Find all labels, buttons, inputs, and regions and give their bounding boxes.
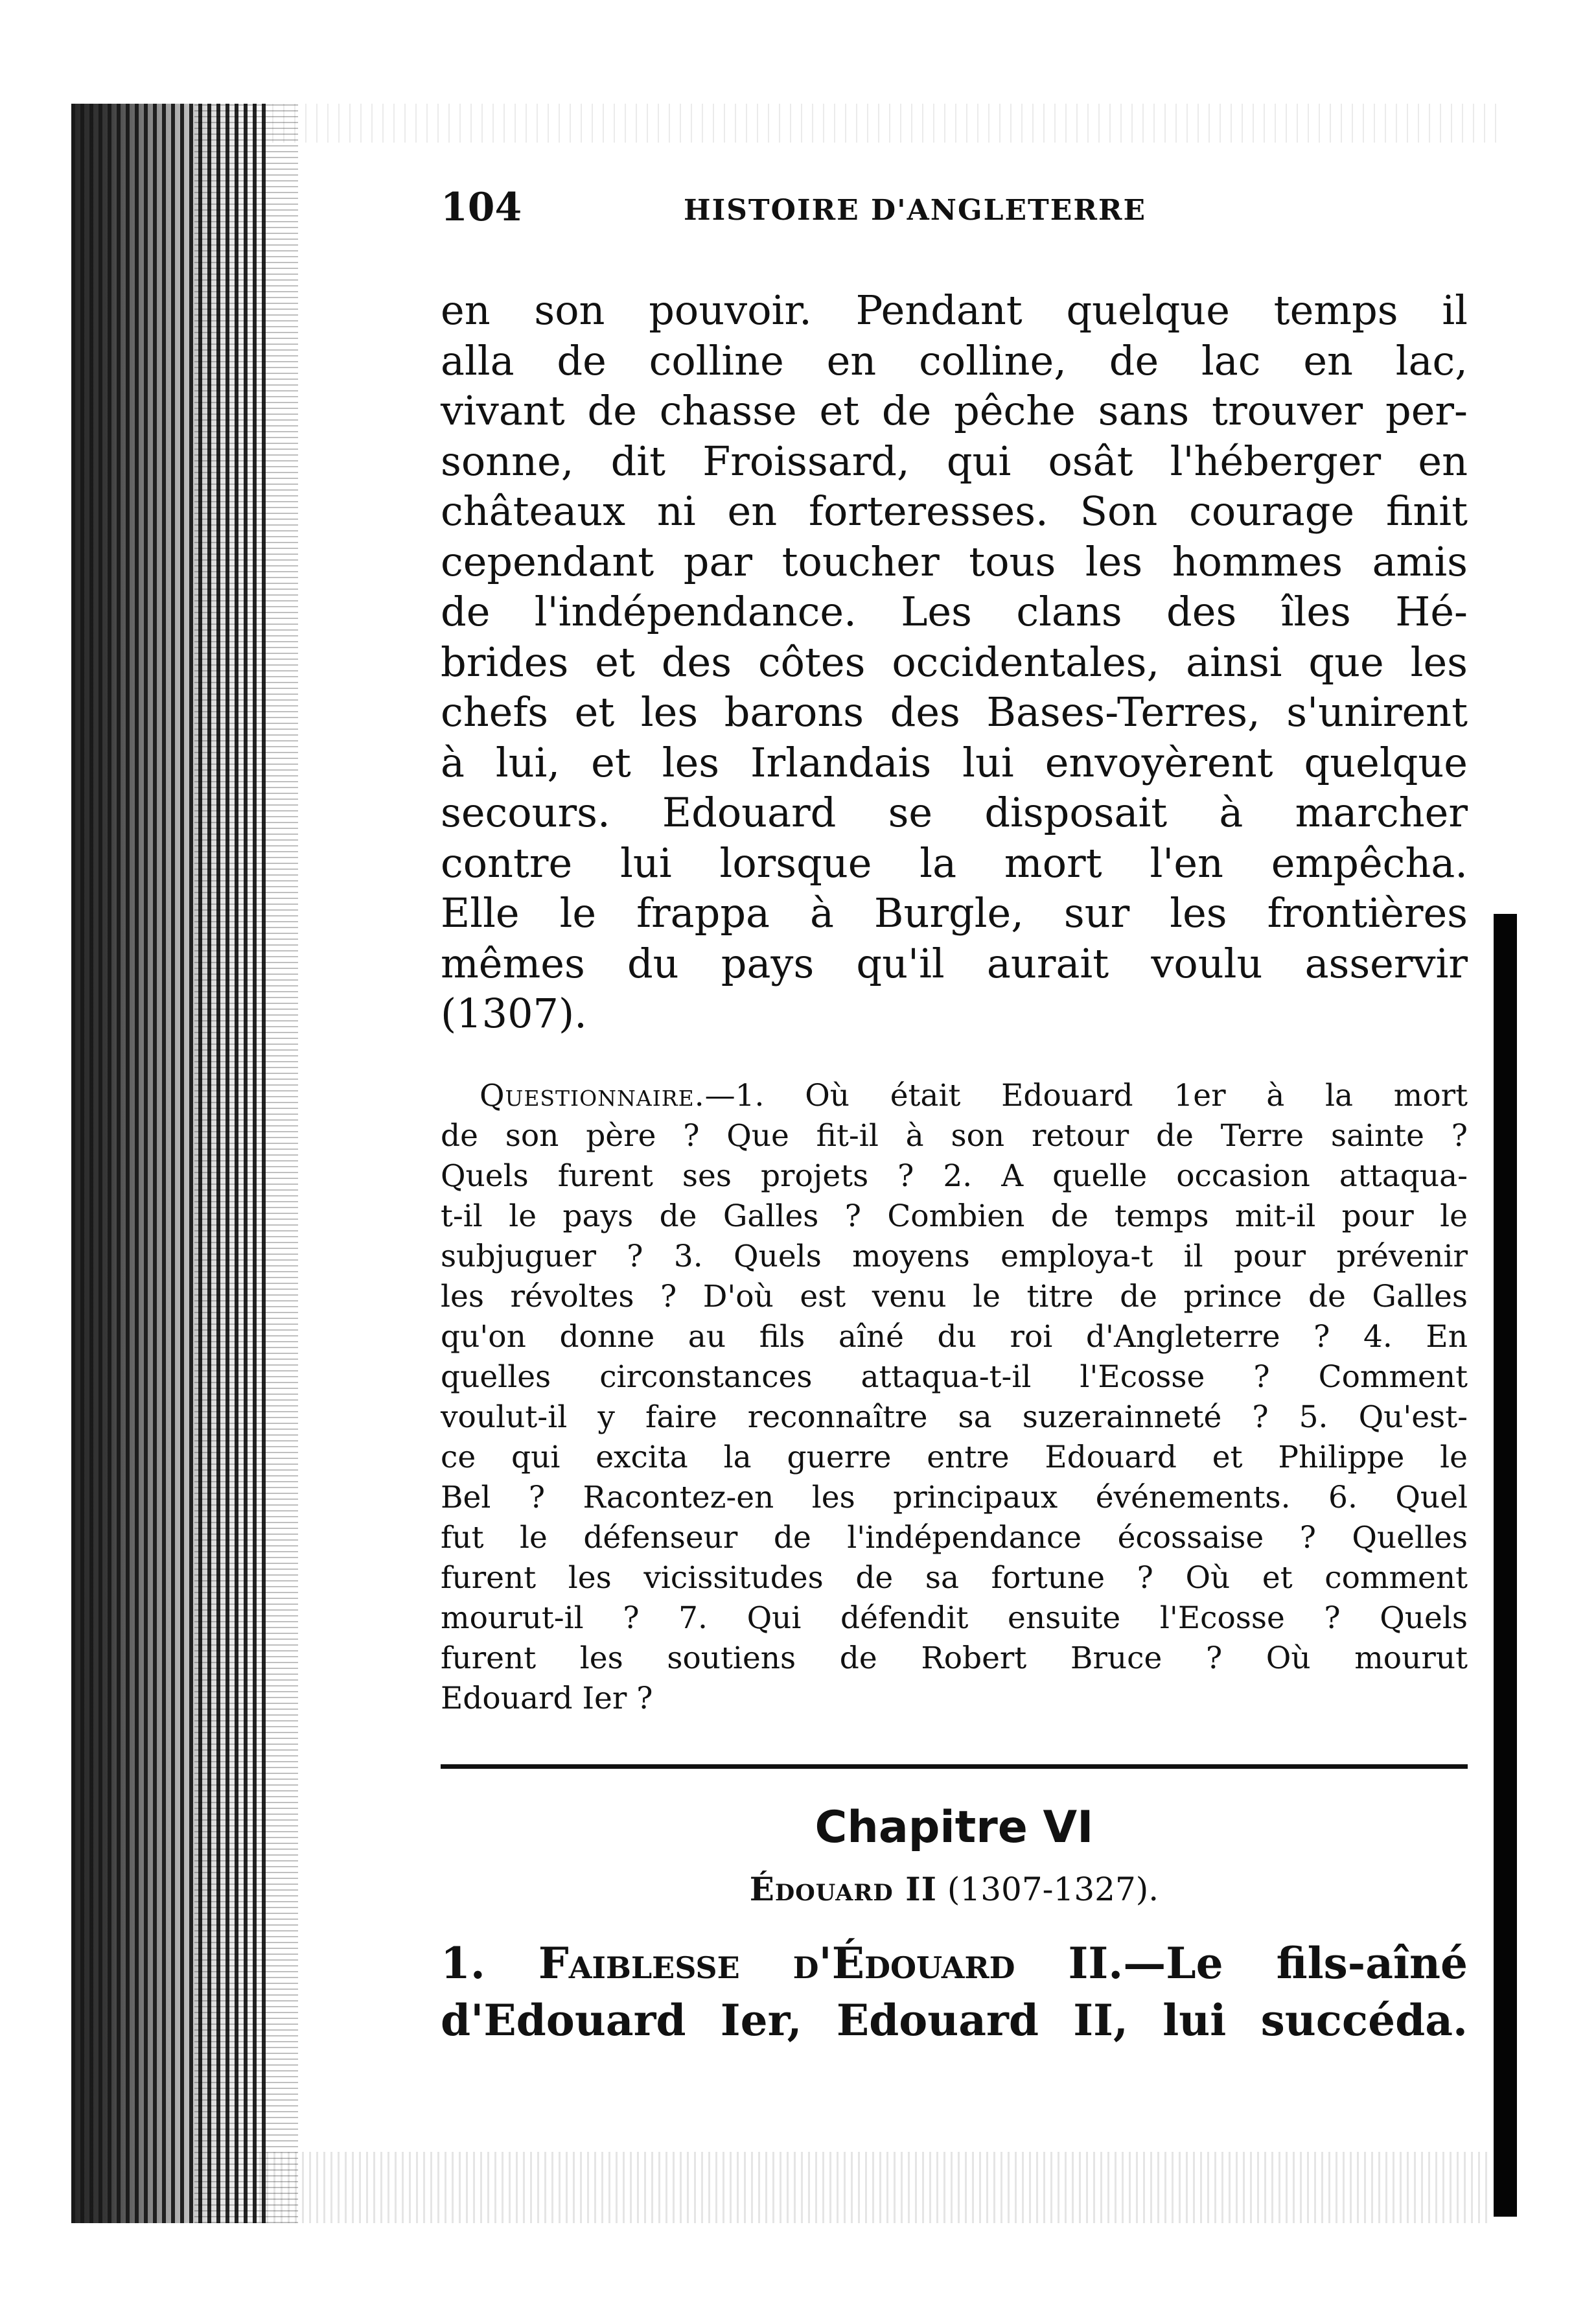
body-line: châteaux ni en forteresses. Son courage finit [441,487,1468,535]
scan-right-edge-bar [1494,914,1517,2217]
questionnaire-line: furent les vicissitudes de sa fortune ? Où et comment [441,1560,1468,1596]
scan-bottom-noise [259,2152,1490,2223]
chapter-subtitle [441,1867,1468,1912]
chapter-title: Chapitre VI [815,1802,1094,1853]
body-line: Elle le frappa à Burgle, sur les frontières [441,889,1468,937]
body-line: mêmes du pays qu'il aurait voulu asservir [441,939,1468,987]
questionnaire-line: les révoltes ? D'où est venu le titre de prince de Galles [441,1279,1468,1314]
questionnaire-line: qu'on donne au fils aîné du roi d'Angleterre ? 4. En [441,1319,1468,1355]
section-paragraph [441,1935,1468,2049]
questionnaire-first-line [441,1076,1468,1116]
questionnaire-line: furent les soutiens de Robert Bruce ? Où mourut [441,1640,1468,1676]
questionnaire-line: voulut-il y faire reconnaître sa suzerainneté ? 5. Qu'est- [441,1399,1468,1435]
body-paragraph [441,285,1468,1039]
body-line: cependant par toucher tous les hommes amis [441,537,1468,585]
questionnaire-line: subjuguer ? 3. Quels moyens employa-t il pour prévenir [441,1239,1468,1274]
body-line: (1307). [441,990,587,1037]
body-line: contre lui lorsque la mort l'en empêcha. [441,839,1468,887]
page-number: 104 [441,185,522,230]
body-line: chefs et les barons des Bases-Terres, s'unirent [441,688,1468,736]
body-line: vivant de chasse et de pêche sans trouver per- [441,387,1468,434]
section-first-line [441,1935,1468,1992]
body-line: de l'indépendance. Les clans des îles Hé- [441,588,1468,635]
body-line: alla de colline en colline, de lac en lac, [441,336,1468,384]
questionnaire-label: Questionnaire. [480,1078,705,1114]
section-heading: Faiblesse d'Édouard II. [538,1938,1124,1989]
questionnaire-line: Edouard Ier ? [441,1681,653,1716]
questionnaire-line: ce qui excita la guerre entre Edouard et Philippe le [441,1440,1468,1475]
questionnaire-line: Quels furent ses projets ? 2. A quelle occasion attaqua- [441,1158,1468,1194]
body-line: sonne, dit Froissard, qui osât l'héberger en [441,437,1468,485]
running-header [441,185,1283,237]
questionnaire-line: fut le défenseur de l'indépendance écossaise ? Quelles [441,1520,1468,1556]
section-line: d'Edouard Ier, Edouard II, lui succéda. [441,1995,1468,2046]
body-line: en son pouvoir. Pendant quelque temps il [441,286,1468,334]
scan-top-noise [272,104,1503,143]
scan-gutter-speckle [194,104,298,2223]
questionnaire-line: mourut-il ? 7. Qui défendit ensuite l'Ecosse ? Quels [441,1600,1468,1636]
section-number: 1. [441,1938,485,1989]
questionnaire-first-line-text: —1. Où était Edouard 1er à la mort [704,1078,1468,1114]
questionnaire-line: t-il le pays de Galles ? Combien de temps mit-il pour le [441,1198,1468,1234]
body-line: brides et des côtes occidentales, ainsi que les [441,638,1468,686]
chapter-subtitle-name: Édouard II [749,1870,937,1908]
body-line: à lui, et les Irlandais lui envoyèrent quelque [441,738,1468,786]
running-title: HISTOIRE D'ANGLETERRE [684,194,1146,227]
questionnaire-line: de son père ? Que fit-il à son retour de Terre sainte ? [441,1118,1468,1154]
section-divider [441,1764,1468,1769]
body-line: secours. Edouard se disposait à marcher [441,789,1468,836]
questionnaire [441,1076,1468,1719]
chapter-subtitle-dates: (1307-1327). [947,1871,1159,1908]
questionnaire-line: Bel ? Racontez-en les principaux événements. 6. Quel [441,1480,1468,1515]
section-first-line-text: —Le fils-aîné [1123,1938,1468,1989]
questionnaire-line: quelles circonstances attaqua-t-il l'Ecosse ? Comment [441,1359,1468,1395]
